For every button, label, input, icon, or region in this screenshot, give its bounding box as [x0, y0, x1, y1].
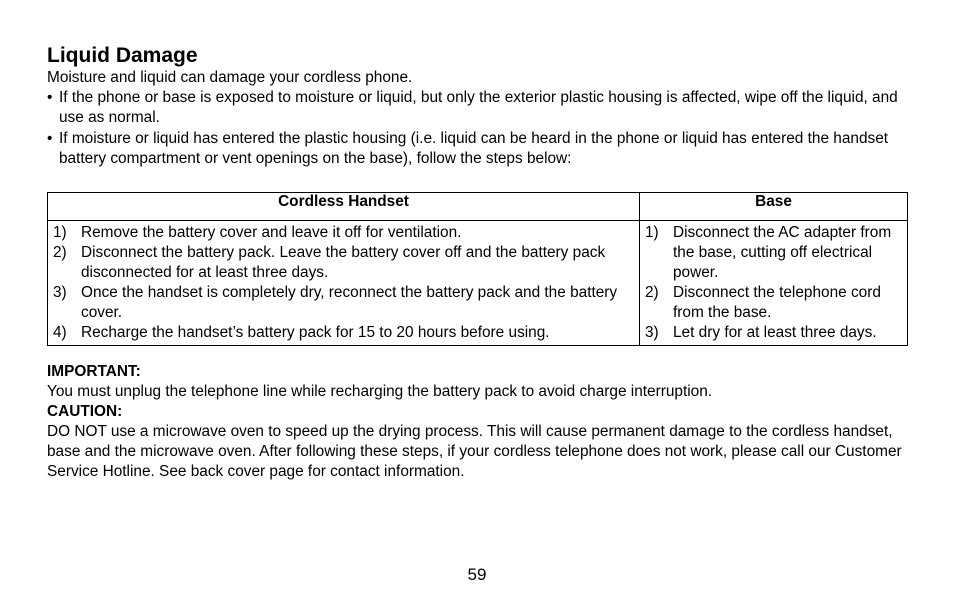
step-text: Once the handset is completely dry, reconnect the battery pack and the battery cover. — [81, 284, 618, 321]
bullet-marker: • — [47, 89, 53, 106]
step-number: 2) — [645, 284, 659, 301]
page-title: Liquid Damage — [47, 44, 198, 67]
list-item — [53, 243, 635, 283]
step-number: 1) — [53, 224, 67, 241]
step-text: Disconnect the battery pack. Leave the battery cover off and the battery pack disconnected for at least three days. — [81, 244, 606, 281]
list-item — [53, 323, 635, 343]
step-number: 4) — [53, 324, 67, 341]
step-number: 2) — [53, 244, 67, 261]
page-number: 59 — [467, 565, 487, 584]
intro-text: Moisture and liquid can damage your cordless phone. — [47, 69, 413, 86]
list-item — [645, 223, 903, 283]
list-item — [53, 283, 635, 323]
bullet-text: If the phone or base is exposed to moisture or liquid, but only the exterior plastic housing is affected, wipe off the liquid, and use as normal. — [59, 89, 898, 126]
list-item — [645, 283, 903, 323]
notes-section — [47, 362, 909, 482]
step-number: 1) — [645, 224, 659, 241]
table-row — [48, 221, 908, 346]
bullet-marker: • — [47, 130, 53, 147]
step-text: Disconnect the AC adapter from the base, cutting off electrical power. — [673, 224, 892, 281]
bullet-item — [47, 88, 909, 128]
table-header-row — [48, 193, 908, 221]
handset-steps-list — [53, 223, 635, 343]
handset-steps-cell — [48, 221, 640, 346]
base-steps-cell — [640, 221, 908, 346]
important-label: IMPORTANT: — [47, 363, 141, 380]
bullet-item — [47, 129, 909, 169]
caution-label: CAUTION: — [47, 403, 123, 420]
list-item — [645, 323, 903, 343]
step-number: 3) — [645, 324, 659, 341]
drying-steps-table — [47, 192, 908, 346]
list-item — [53, 223, 635, 243]
caution-text: DO NOT use a microwave oven to speed up the drying process. This will cause permanent damage to the cordless handset, base and the microwave oven. After following these steps, if your cordless telephone does not work, please call our Customer Service Hotline. See back cover page for contact information. — [47, 423, 902, 480]
base-column-header: Base — [640, 193, 908, 221]
bullet-text: If moisture or liquid has entered the plastic housing (i.e. liquid can be heard in the phone or liquid has entered the handset battery compartment or vent openings on the base), follow the steps below: — [59, 130, 889, 167]
step-text: Recharge the handset’s battery pack for 15 to 20 hours before using. — [81, 324, 550, 341]
important-text: You must unplug the telephone line while recharging the battery pack to avoid charge interruption. — [47, 383, 713, 400]
base-steps-list — [645, 223, 903, 343]
step-text: Disconnect the telephone cord from the base. — [673, 284, 881, 321]
step-number: 3) — [53, 284, 67, 301]
handset-column-header: Cordless Handset — [48, 193, 640, 221]
bullet-list — [47, 88, 909, 170]
step-text: Remove the battery cover and leave it off for ventilation. — [81, 224, 462, 241]
step-text: Let dry for at least three days. — [673, 324, 877, 341]
